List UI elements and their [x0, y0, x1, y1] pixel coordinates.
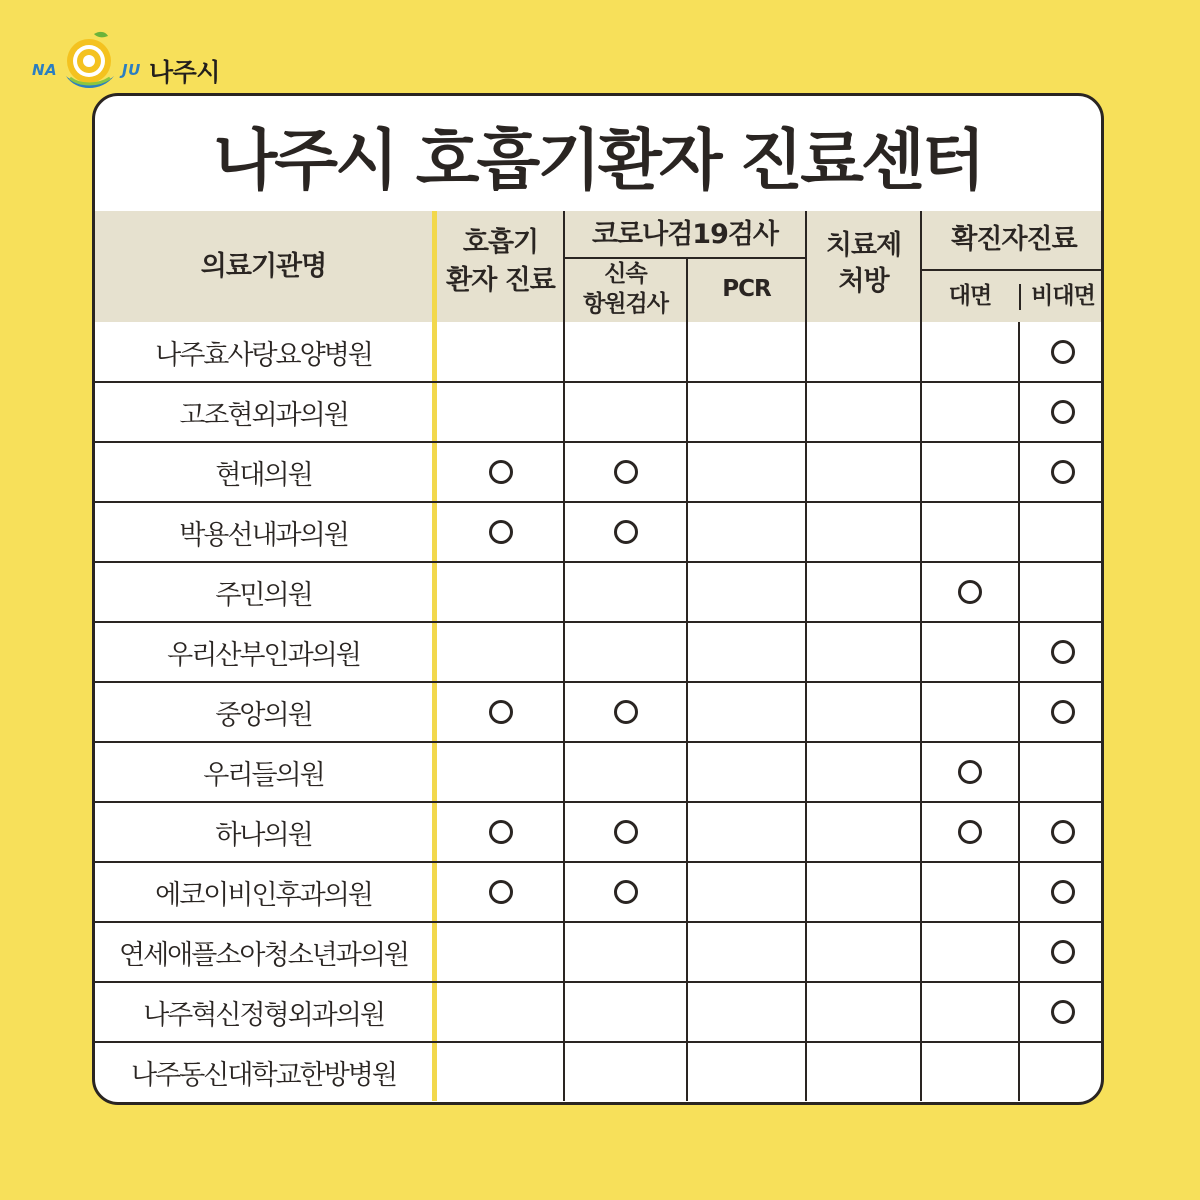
- logo-na-text: NA: [32, 61, 58, 79]
- institution-name: 주민의원: [215, 579, 312, 611]
- available-mark-rapid: [614, 700, 638, 724]
- institution-name: 에코이비인후과의원: [155, 879, 372, 911]
- city-logo: [30, 28, 230, 100]
- available-mark-in-person: [958, 760, 982, 784]
- clinic-table-card: [92, 93, 1104, 1105]
- naju-pear-emblem-icon: [58, 28, 120, 98]
- row-divider: [95, 681, 1104, 683]
- institution-name: 연세애플소아청소년과의원: [119, 939, 408, 971]
- available-mark-remote: [1051, 640, 1075, 664]
- row-divider: [95, 441, 1104, 443]
- institution-name: 박용선내과의원: [179, 519, 348, 551]
- table-row: [95, 322, 1101, 382]
- confirmed-sub-divider: [1019, 284, 1021, 310]
- row-divider: [95, 921, 1104, 923]
- available-mark-remote: [1051, 340, 1075, 364]
- row-divider: [95, 1041, 1104, 1043]
- available-mark-respiratory: [489, 520, 513, 544]
- header-remote: 비대면: [1031, 282, 1095, 309]
- available-mark-remote: [1051, 820, 1075, 844]
- row-divider: [95, 861, 1104, 863]
- logo-ju-text: JU: [122, 61, 141, 79]
- header-in-person: 대면: [948, 282, 992, 309]
- table-row: [95, 802, 1101, 862]
- available-mark-rapid: [614, 520, 638, 544]
- institution-name: 중앙의원: [215, 699, 312, 731]
- available-mark-remote: [1051, 880, 1075, 904]
- available-mark-remote: [1051, 1000, 1075, 1024]
- available-mark-remote: [1051, 940, 1075, 964]
- covid-header-divider: [564, 257, 806, 259]
- institution-name: 나주혁신정형외과의원: [143, 999, 384, 1031]
- table-row: [95, 1042, 1101, 1102]
- confirmed-header-divider: [921, 269, 1104, 271]
- available-mark-respiratory: [489, 460, 513, 484]
- header-respiratory-line1: 호흡기: [462, 227, 539, 258]
- header-treatment-line2: 처방: [838, 266, 889, 297]
- header-institution: 의료기관명: [200, 250, 327, 282]
- available-mark-remote: [1051, 400, 1075, 424]
- page-title: 나주시 호흡기환자 진료센터: [213, 122, 983, 199]
- table-row: [95, 562, 1101, 622]
- institution-name: 현대의원: [215, 459, 312, 491]
- table-row: [95, 622, 1101, 682]
- available-mark-remote: [1051, 700, 1075, 724]
- row-divider: [95, 801, 1104, 803]
- institution-name: 고조현외과의원: [179, 399, 348, 431]
- available-mark-rapid: [614, 820, 638, 844]
- available-mark-rapid: [614, 460, 638, 484]
- institution-name: 우리들의원: [203, 759, 324, 791]
- row-divider: [95, 561, 1104, 563]
- row-divider: [95, 501, 1104, 503]
- header-rapid-line1: 신속: [604, 261, 647, 287]
- row-divider: [95, 741, 1104, 743]
- row-divider: [95, 981, 1104, 983]
- table-row: [95, 682, 1101, 742]
- available-mark-rapid: [614, 880, 638, 904]
- available-mark-respiratory: [489, 700, 513, 724]
- table-row: [95, 982, 1101, 1042]
- header-pcr: PCR: [722, 276, 771, 302]
- header-respiratory-line2: 환자 진료: [446, 265, 555, 296]
- institution-name: 우리산부인과의원: [167, 639, 360, 671]
- table-row: [95, 862, 1101, 922]
- table-row: [95, 502, 1101, 562]
- table-row: [95, 742, 1101, 802]
- institution-name: 나주효사랑요양병원: [155, 339, 372, 371]
- available-mark-in-person: [958, 820, 982, 844]
- header-rapid-line2: 항원검사: [583, 291, 668, 317]
- table-row: [95, 922, 1101, 982]
- available-mark-respiratory: [489, 880, 513, 904]
- institution-name: 나주동신대학교한방병원: [131, 1059, 396, 1091]
- row-divider: [95, 381, 1104, 383]
- table-row: [95, 442, 1101, 502]
- header-treatment-line1: 치료제: [825, 230, 902, 261]
- institution-name: 하나의원: [215, 819, 312, 851]
- header-covid-test: 코로나검19검사: [591, 219, 779, 250]
- available-mark-respiratory: [489, 820, 513, 844]
- available-mark-remote: [1051, 460, 1075, 484]
- available-mark-in-person: [958, 580, 982, 604]
- header-confirmed: 확진자진료: [951, 224, 1077, 255]
- city-name: 나주시: [149, 58, 220, 87]
- row-divider: [95, 621, 1104, 623]
- table-row: [95, 382, 1101, 442]
